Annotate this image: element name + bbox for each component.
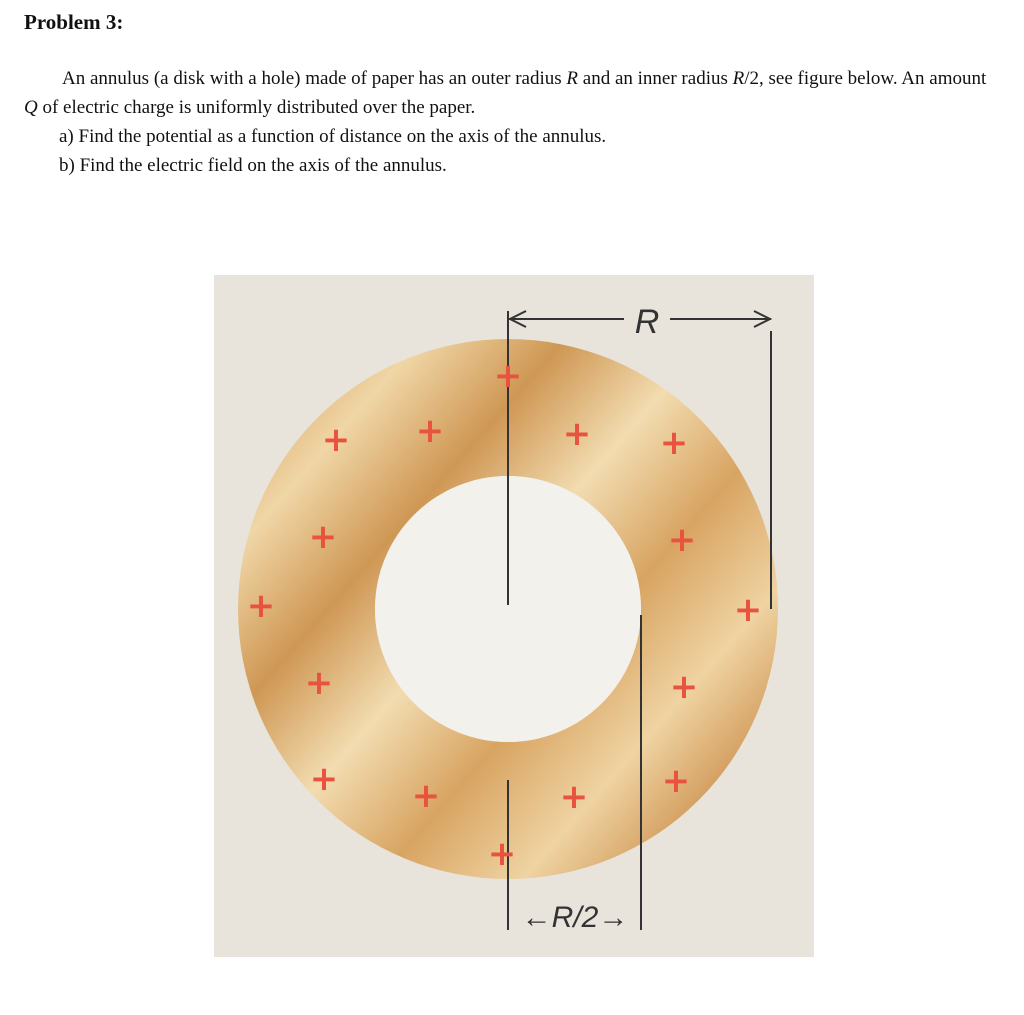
charge-plus-2: + xyxy=(321,420,351,460)
charge-plus-1: + xyxy=(493,356,523,396)
intro-text-1: An annulus (a disk with a hole) made of paper has an outer radius xyxy=(62,68,567,89)
inner-radius-symbol: R xyxy=(732,68,745,89)
charge-plus-8: + xyxy=(246,586,276,626)
charge-plus-12: + xyxy=(309,759,339,799)
inner-radius-text: R/2 xyxy=(551,901,599,934)
problem-title: Problem 3: xyxy=(24,10,124,34)
charge-plus-15: + xyxy=(661,761,691,801)
problem-intro xyxy=(24,64,1002,122)
outer-radius-label: R xyxy=(634,303,660,341)
charge-plus-9: + xyxy=(733,590,763,630)
charge-plus-6: + xyxy=(308,517,338,557)
inner-arrow-left-glyph: ← xyxy=(521,901,552,934)
charge-plus-7: + xyxy=(667,520,697,560)
charge-plus-5: + xyxy=(659,423,689,463)
intro-text-4: of electric charge is uniformly distributed over the paper. xyxy=(37,97,476,118)
problem-statement xyxy=(24,64,1002,180)
charge-plus-10: + xyxy=(304,663,334,703)
charge-plus-11: + xyxy=(669,667,699,707)
charge-plus-16: + xyxy=(487,834,517,874)
annulus-figure xyxy=(214,275,814,957)
part-a: a) Find the potential as a function of distance on the axis of the annulus. xyxy=(59,126,607,147)
charge-plus-13: + xyxy=(411,776,441,816)
inner-radius-label xyxy=(522,901,629,934)
inner-arrow-right-glyph: → xyxy=(598,901,629,934)
part-b: b) Find the electric field on the axis of the annulus. xyxy=(59,155,447,176)
intro-text-3: /2, see figure below. An amount xyxy=(744,68,987,89)
charge-plus-3: + xyxy=(415,411,445,451)
charge-plus-4: + xyxy=(562,414,592,454)
charge-symbol: Q xyxy=(24,97,38,118)
intro-text-2: and an inner radius xyxy=(578,68,733,89)
annulus-photo xyxy=(214,275,814,957)
outer-radius-symbol: R xyxy=(566,68,579,89)
charge-plus-14: + xyxy=(559,777,589,817)
